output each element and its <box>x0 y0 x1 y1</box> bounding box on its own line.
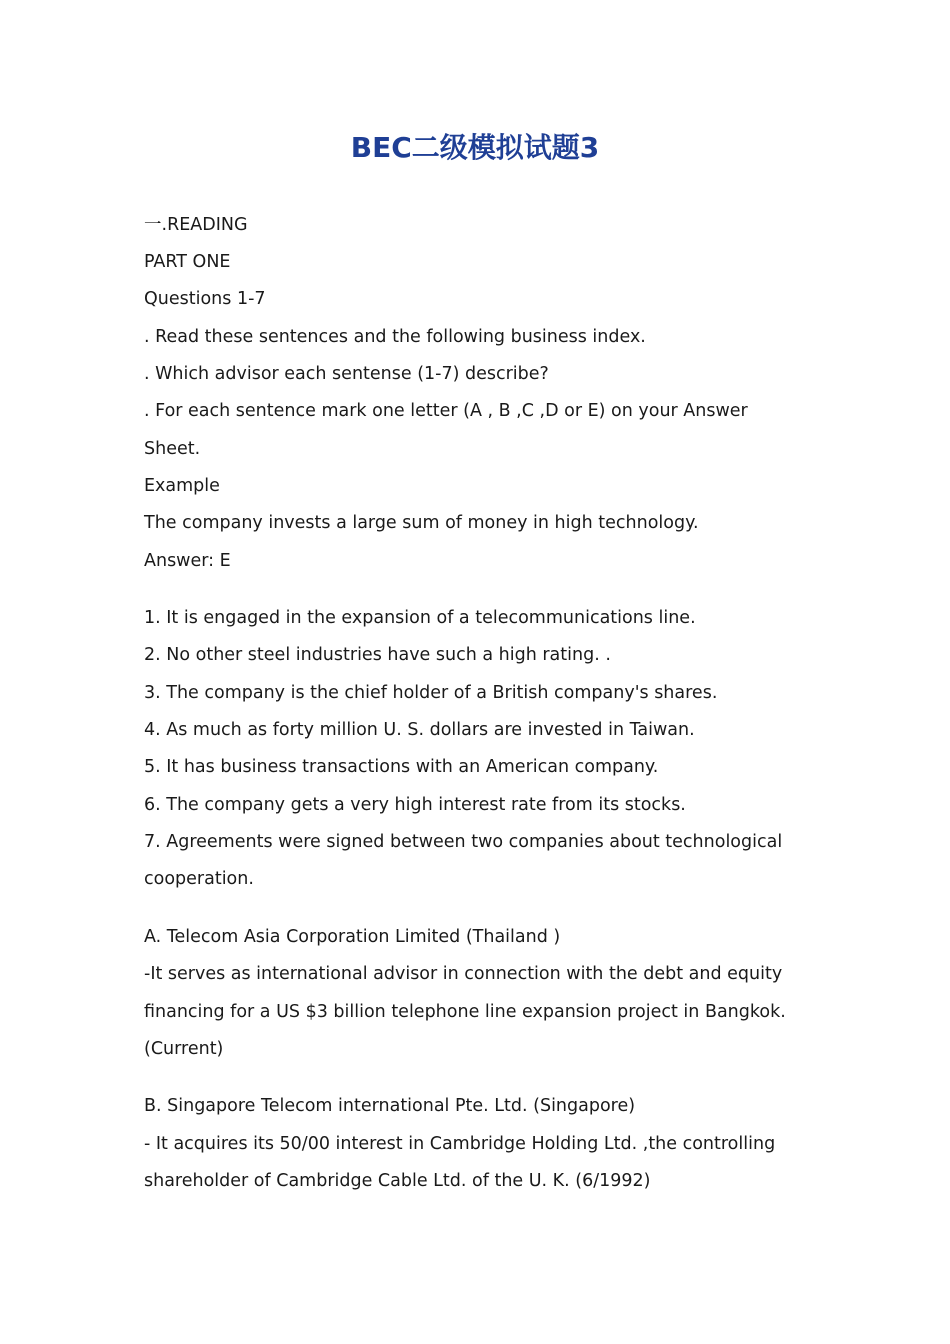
question-item: 3. The company is the chief holder of a British company's shares. <box>144 683 718 703</box>
section-heading: 一.READING <box>144 215 248 235</box>
questions-range: Questions 1-7 <box>144 289 266 309</box>
question-item: 5. It has business transactions with an American company. <box>144 757 659 777</box>
part-heading: PART ONE <box>144 252 231 272</box>
example-answer: Answer: E <box>144 551 231 571</box>
option-b-description: - It acquires its 50/00 interest in Cambridge Holding Ltd. ,the controlling <box>144 1134 776 1154</box>
question-item: 1. It is engaged in the expansion of a telecommunications line. <box>144 608 696 628</box>
example-sentence: The company invests a large sum of money in high technology. <box>144 513 699 533</box>
example-label: Example <box>144 476 220 496</box>
question-item: 4. As much as forty million U. S. dollars are invested in Taiwan. <box>144 720 695 740</box>
instruction-line: . For each sentence mark one letter (A , B ,C ,D or E) on your Answer <box>144 401 748 421</box>
option-b-description: shareholder of Cambridge Cable Ltd. of the U. K. (6/1992) <box>144 1171 651 1191</box>
option-a-description: -It serves as international advisor in connection with the debt and equity <box>144 964 783 984</box>
option-b-name: B. Singapore Telecom international Pte. Ltd. (Singapore) <box>144 1096 636 1116</box>
page-title: BEC二级模拟试题3 <box>350 131 600 164</box>
question-item: 7. Agreements were signed between two companies about technological <box>144 832 783 852</box>
option-a-description: financing for a US $3 billion telephone line expansion project in Bangkok. <box>144 1002 786 1022</box>
question-item: 6. The company gets a very high interest rate from its stocks. <box>144 795 686 815</box>
option-a-name: A. Telecom Asia Corporation Limited (Thailand ) <box>144 927 561 947</box>
question-item: cooperation. <box>144 869 254 889</box>
instruction-line: Sheet. <box>144 439 201 459</box>
instruction-line: . Which advisor each sentense (1-7) describe? <box>144 364 549 384</box>
option-a-description: (Current) <box>144 1039 224 1059</box>
instruction-line: . Read these sentences and the following business index. <box>144 327 646 347</box>
question-item: 2. No other steel industries have such a high rating. . <box>144 645 611 665</box>
